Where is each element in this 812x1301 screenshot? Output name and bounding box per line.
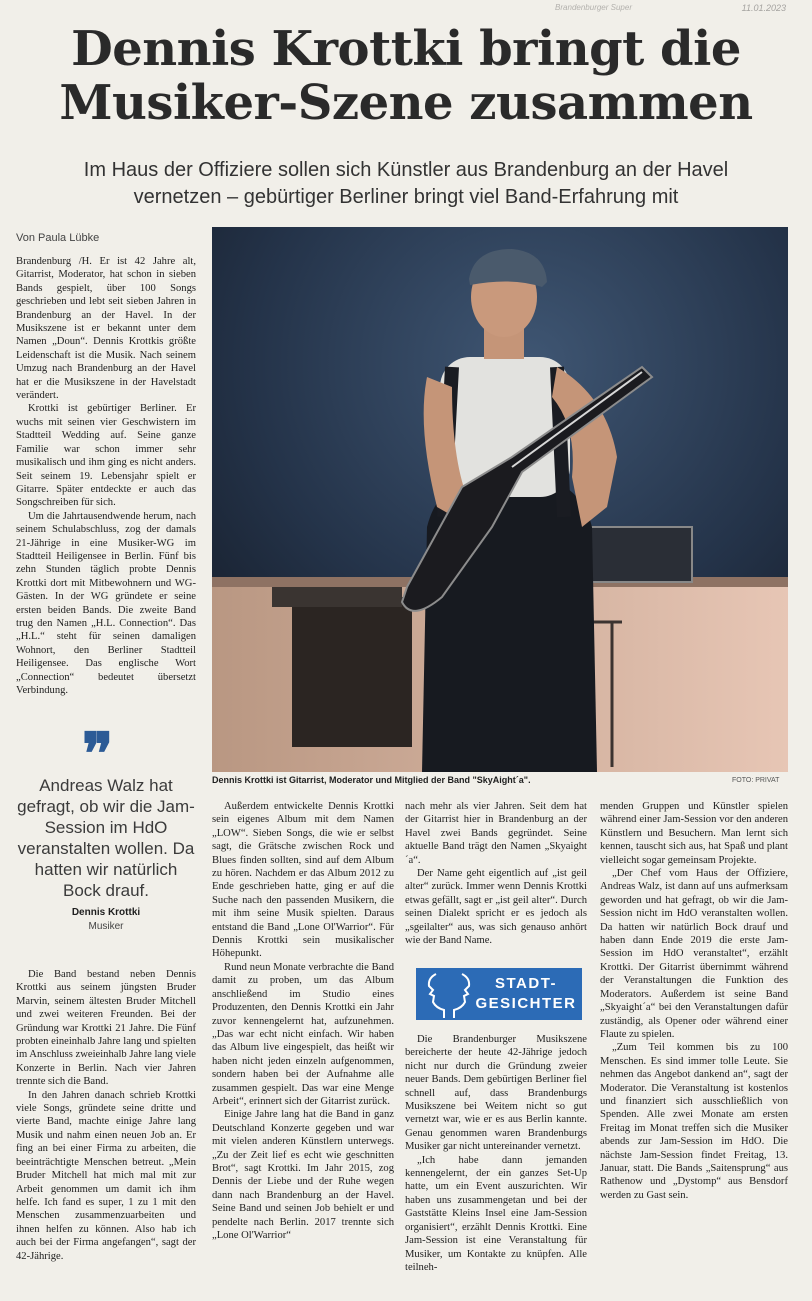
paragraph: „Der Chef vom Haus der Offiziere, Andreas Walz, ist dann auf uns aufmerksam geworden und hat gefragt, ob wir die Jam-Session nicht im HdO veranstalten wollen. Da hatten wir natürlich Bock drauf und haben dann Ende 2019 die erste Jam-Session im HdO veranstaltet“, erzählt Krottki. Der Gitarrist übernimmt während der Veranstaltungen die Funktion des Moderators. Außerdem ist seine Band „Skyaight´a“ bei den Veranstaltungen dafür zuständig, als Opener oder während einer Flaute zu spielen. <box>600 868 788 1040</box>
paragraph: Die Brandenburger Musikszene bereicherte der heute 42-Jährige jedoch nicht nur durch die Gründung zweier neuer Bands. Dem gebürtigen Berliner fiel schnell auf, dass Brandenburgs Musikszene bei Weitem nicht so gut vernetzt war, wie er es aus Berlin kannte. Genau genommen waren Brandenburgs Musiker gar nicht untereinander vernetzt. <box>405 1034 587 1153</box>
paragraph: Brandenburg /H. Er ist 42 Jahre alt, Gitarrist, Moderator, hat schon in sieben Bands gespielt, über 100 Songs geschrieben und lebt seit sieben Jahren in Brandenburg an der Havel. In der Musikszene ist er bekannt unter dem Namen „Doun“. Dennis Krottkis größte Leidenschaft ist die Musik. Nach seinem Umzug nach Brandenburg an der Havel hat er die Musikszene in der Havelstadt verändert. <box>16 256 196 402</box>
headline: Dennis Krottki bringt die Musiker-Szene zusammen <box>59 21 753 131</box>
paragraph: Rund neun Monate verbrachte die Band damit zu proben, um das Album anschließend im Studio eines Produzenten, den Dennis Krottki ein Jahr zuvor kennengelernt hat, aufzunehmen. „Das war echt nicht einfach. Wir haben das Album live eingespielt, das heißt wir haben nicht jeden einzeln aufgenommen, sondern haben bei der Aufnahme alle zusammen gespielt. Das war eine Menge Arbeit“, erinnert sich der Gitarrist zurück. <box>212 961 394 1107</box>
pull-quote: Andreas Walz hat gefragt, ob wir die Jam-Session im HdO veranstalten wollen. Da hatten wir natürlich Bock drauf. <box>17 776 195 900</box>
paragraph: Außerdem entwickelte Dennis Krottki sein eigenes Album mit dem Namen „LOW“. Sieben Songs, die wie er selbst sagt, die Grätsche zwischen Rock und Blues finden sollten, sind auf dem Album zu hören. Nachdem er das Album 2012 zu Ende geschrieben hatte, ging er auf die Suche nach den passenden Musikern, die mit ihm seine Musik spielten. Daraus entstand die Band „Lone Ol'Warrior“. Für Dennis Krottki sein musikalischer Höhepunkt. <box>212 801 394 960</box>
byline: Von Paula Lübke <box>16 232 100 244</box>
pull-quote-role: Musiker <box>88 921 124 932</box>
paragraph: Der Name geht eigentlich auf „ist geil alter“ zurück. Immer wenn Dennis Krottki etwas gefällt, sagt er „ist geil alter“. Durch seinen Dialekt spricht er es jedoch als „sgeilalter“ aus, was sich genauso anhört wie der Band Name. <box>405 868 587 947</box>
paragraph: „Zum Teil kommen bis zu 100 Menschen. Es sind immer tolle Leute. Sie nehmen das Angebot dankend an“, sagt der Moderator. Die Veranstaltung ist kostenlos und finanziert sich ausschließlich von Spenden. Alle zwei Monate am ersten Freitag im Monat treffen sich die Musiker abends zur Jam-Session im HdO. Die nächste Jam-Session findet Freitag, 13. Januar, statt. Die Bands „Saitensprung“ aus Rathenow und „Dystomp“ aus Bensdorf werden zu Gast sein. <box>600 1042 788 1201</box>
column-4 <box>600 800 788 1202</box>
band-photo <box>212 227 788 772</box>
paragraph: „Ich habe dann jemanden kennengelernt, der ein ganzes Set-Up hatte, um ein Event auszurichten. Wir haben uns zusammengetan und bei der Gaststätte Kleins Insel eine Jam-Session organisiert“, erzählt Dennis Krottki. Eine Jam-Session ist eine Veranstaltung für Musiker, um Kontakte zu knüpfen. Alle teilneh- <box>405 1154 587 1273</box>
quote-mark-icon: ❞ <box>82 720 114 788</box>
paragraph: In den Jahren danach schrieb Krottki viele Songs, gründete seine dritte und vierte Band, machte einige Jahre lang Musik und nahm einen neuen Job an. Er fing an bei einer Firma zu arbeiten, die beeinträchtigte Menschen betreut. „Mein Bruder Mitchell hat mich mal mit zur Arbeit genommen um damit ich ihm helfe. Ich fand es super, 1 zu 1 mit den Menschen zusammenzuarbeiten und ihnen helfen zu können. Also hab ich auch bei der Firma angefangen“, sagt der 42-Jährige. <box>16 1089 196 1262</box>
paragraph: Krottki ist gebürtiger Berliner. Er wuchs mit seinen vier Geschwistern im Stadtteil Wedding auf. Seine ganze Familie war schon immer sehr musikalisch und ihm ging es nicht anders. Seit seinem 19. Lebensjahr spielt er Gitarre. Später entdeckte er auch das Songschreiben für sich. <box>16 403 196 509</box>
subheadline: Im Haus der Offiziere sollen sich Künstler aus Brandenburg an der Havel vernetzen – gebürtiger Berliner bringt viel Band-Erfahrung mit <box>83 159 729 208</box>
stadt-gesichter-logo <box>416 968 582 1020</box>
column-2 <box>212 800 394 1242</box>
photo-caption: Dennis Krottki ist Gitarrist, Moderator und Mitglied der Band "SkyAight´a". <box>212 775 531 785</box>
faces-icon <box>424 968 474 1020</box>
paragraph: Einige Jahre lang hat die Band in ganz Deutschland Konzerte gegeben und war mit vielen anderen Künstlern unterwegs. „Zu der Zeit lief es echt wie geschnitten Brot“, sagt Krottki. Im Jahr 2015, zog Dennis der Liebe und der Ruhe wegen dann nach Brandenburg an der Havel. Seine Band und seinen Job behielt er und pendelte nach Berlin. 2017 trennte sich „Lone Ol'Warrior“ <box>212 1109 394 1241</box>
logo-text: STADT- GESICHTER <box>475 975 577 1012</box>
photo-credit: FOTO: PRIVAT <box>732 777 780 784</box>
guitarist-illustration <box>212 227 788 772</box>
column-1-top <box>16 255 196 697</box>
paragraph: menden Gruppen und Künstler spielen während einer Jam-Session vor den anderen Künstlern und Besuchern. Man lernt sich kennen, tauscht sich aus, hat Spaß und plant vielleicht sogar gemeinsam Projekte. <box>600 801 788 866</box>
paragraph: nach mehr als vier Jahren. Seit dem hat der Gitarrist hier in Brandenburg an der Havel zwei Bands gegründet. Seine aktuelle Band trägt den Namen „Skyaight´a“. <box>405 801 587 866</box>
column-1-bottom <box>16 968 196 1263</box>
clipping-date-stamp: 11.01.2023 <box>741 3 786 13</box>
column-3-top <box>405 800 587 947</box>
paragraph: Um die Jahrtausendwende herum, nach seinem Schulabschluss, zog der damals 21-Jährige in eine Musiker-WG im Stadtteil Heiligensee in Berlin. Fünf bis zehn Stunden täglich probte Dennis Krottki dort mit Mitbewohnern und WG-Gästen. In der WG gründete er seine ersten beiden Bands. Die zweite Band trug den Namen „H.L. Connection“. Das „H.L.“ steht für seinen damaligen Wohnort, den Berliner Stadtteil Heiligensee. Das englische Wort „Connection“ bedeutet übersetzt Verbindung. <box>16 510 196 696</box>
pull-quote-name: Dennis Krottki <box>71 907 141 918</box>
paragraph: Die Band bestand neben Dennis Krottki aus seinem jüngsten Bruder Marvin, seinem ältesten Bruder Mitchell und zwei weiteren Freunden. Bei der Gründung war Krottki 21 Jahre. Die Fünf probten eineinhalb Jahre lang und spielten im Anschluss zweieinhalb Jahre lang viele Konzerte in Berlin. Nach vier Jahren trennte sich die Band. <box>16 969 196 1088</box>
column-3-bottom <box>405 1033 587 1274</box>
clipping-source-stamp: Brandenburger Super <box>555 3 632 12</box>
